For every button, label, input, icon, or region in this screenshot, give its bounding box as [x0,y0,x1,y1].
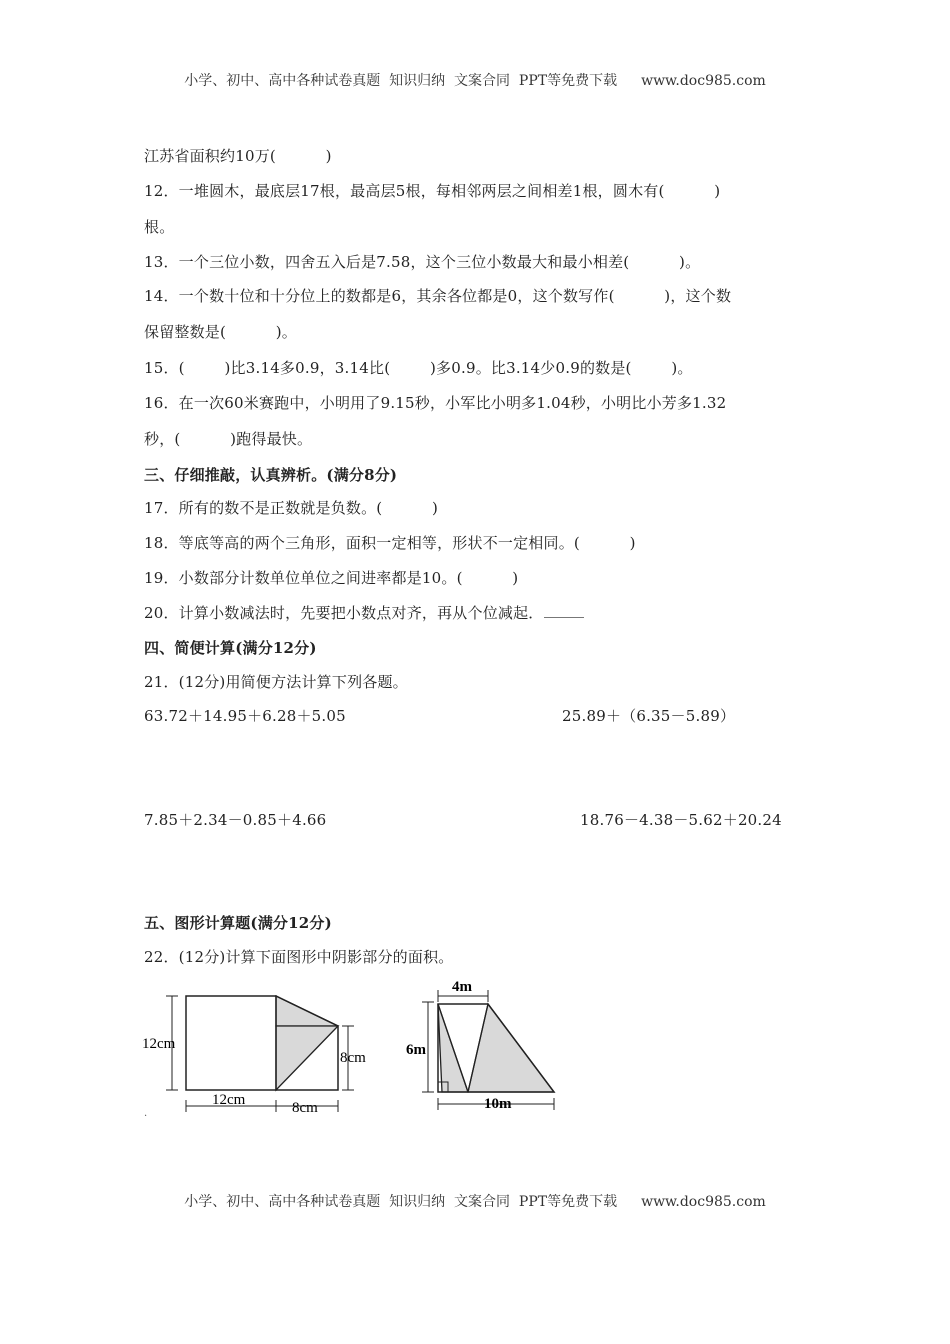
page-footer [0,1191,950,1211]
header-url[interactable]: www.doc985.com [641,73,766,89]
figure-1-square [186,996,276,1090]
section-3-title: 三、仔细推敲，认真辨析。(满分8分) [144,466,398,484]
question-12-line-2: 根。 [144,218,175,236]
footer-text: 小学、初中、高中各种试卷真题 知识归纳 文案合同 PPT等免费下载 [184,1194,618,1210]
expression-2: 25.89＋（6.35－5.89） [562,707,736,725]
figure-1-diagram [138,982,378,1114]
expression-3: 7.85＋2.34－0.85＋4.66 [144,811,327,829]
figure-2-base-label: 10m [484,1096,512,1112]
section-5-title: 五、图形计算题(满分12分) [144,914,332,932]
figure-1-bottom-right-label: 8cm [292,1100,318,1114]
question-18: 18．等底等高的两个三角形，面积一定相等，形状不一定相同。( ) [144,534,636,552]
question-16-line-2: 秒，( )跑得最快。 [144,430,313,448]
footer-url[interactable]: www.doc985.com [641,1194,766,1210]
question-14-line-1: 14．一个数十位和十分位上的数都是6，其余各位都是0，这个数写作( )，这个数 [144,287,732,305]
question-17: 17．所有的数不是正数就是负数。( ) [144,499,439,517]
question-21: 21．(12分)用简便方法计算下列各题。 [144,673,408,691]
figure-1-base-label: 12cm [212,1092,246,1108]
figure-2-shaded-right-triangle [468,1004,554,1092]
section-4-title: 四、简便计算(满分12分) [144,639,317,657]
question-14-line-2: 保留整数是( )。 [144,323,297,341]
figure-1-right-label: 8cm [340,1050,366,1066]
question-15: 15．( )比3.14多0.9，3.14比( )多0.9。比3.14少0.9的数是( )。 [144,359,693,377]
figure-2-top-label: 4m [452,979,472,995]
question-12-line-1: 12．一堆圆木，最底层17根，最高层5根，每相邻两层之间相差1根，圆木有( ) [144,182,721,200]
stray-mark: . [144,1108,148,1119]
figure-2-height-label: 6m [406,1042,426,1058]
question-20-text: 20．计算小数减法时，先要把小数点对齐，再从个位减起． [144,604,544,622]
figure-1-dimension-lines [166,996,354,1112]
expression-1: 63.72＋14.95＋6.28＋5.05 [144,707,346,725]
question-13: 13．一个三位小数，四舍五入后是7.58，这个三位小数最大和最小相差( )。 [144,253,701,271]
header-text: 小学、初中、高中各种试卷真题 知识归纳 文案合同 PPT等免费下载 [184,73,618,89]
question-22: 22．(12分)计算下面图形中阴影部分的面积。 [144,948,454,966]
question-line: 江苏省面积约10万( ) [144,147,332,165]
figure-1-shaded-lower-triangle [276,1026,338,1090]
page-header [0,70,950,90]
answer-blank[interactable] [544,605,584,618]
question-20 [144,603,584,623]
figure-1-height-label: 12cm [142,1036,176,1052]
figure-2-diagram [404,976,564,1116]
question-16-line-1: 16．在一次60米赛跑中，小明用了9.15秒，小军比小明多1.04秒，小明比小芳多1.32 [144,394,727,412]
expression-4: 18.76－4.38－5.62＋20.24 [580,811,782,829]
question-19: 19．小数部分计数单位单位之间进率都是10。( ) [144,569,519,587]
